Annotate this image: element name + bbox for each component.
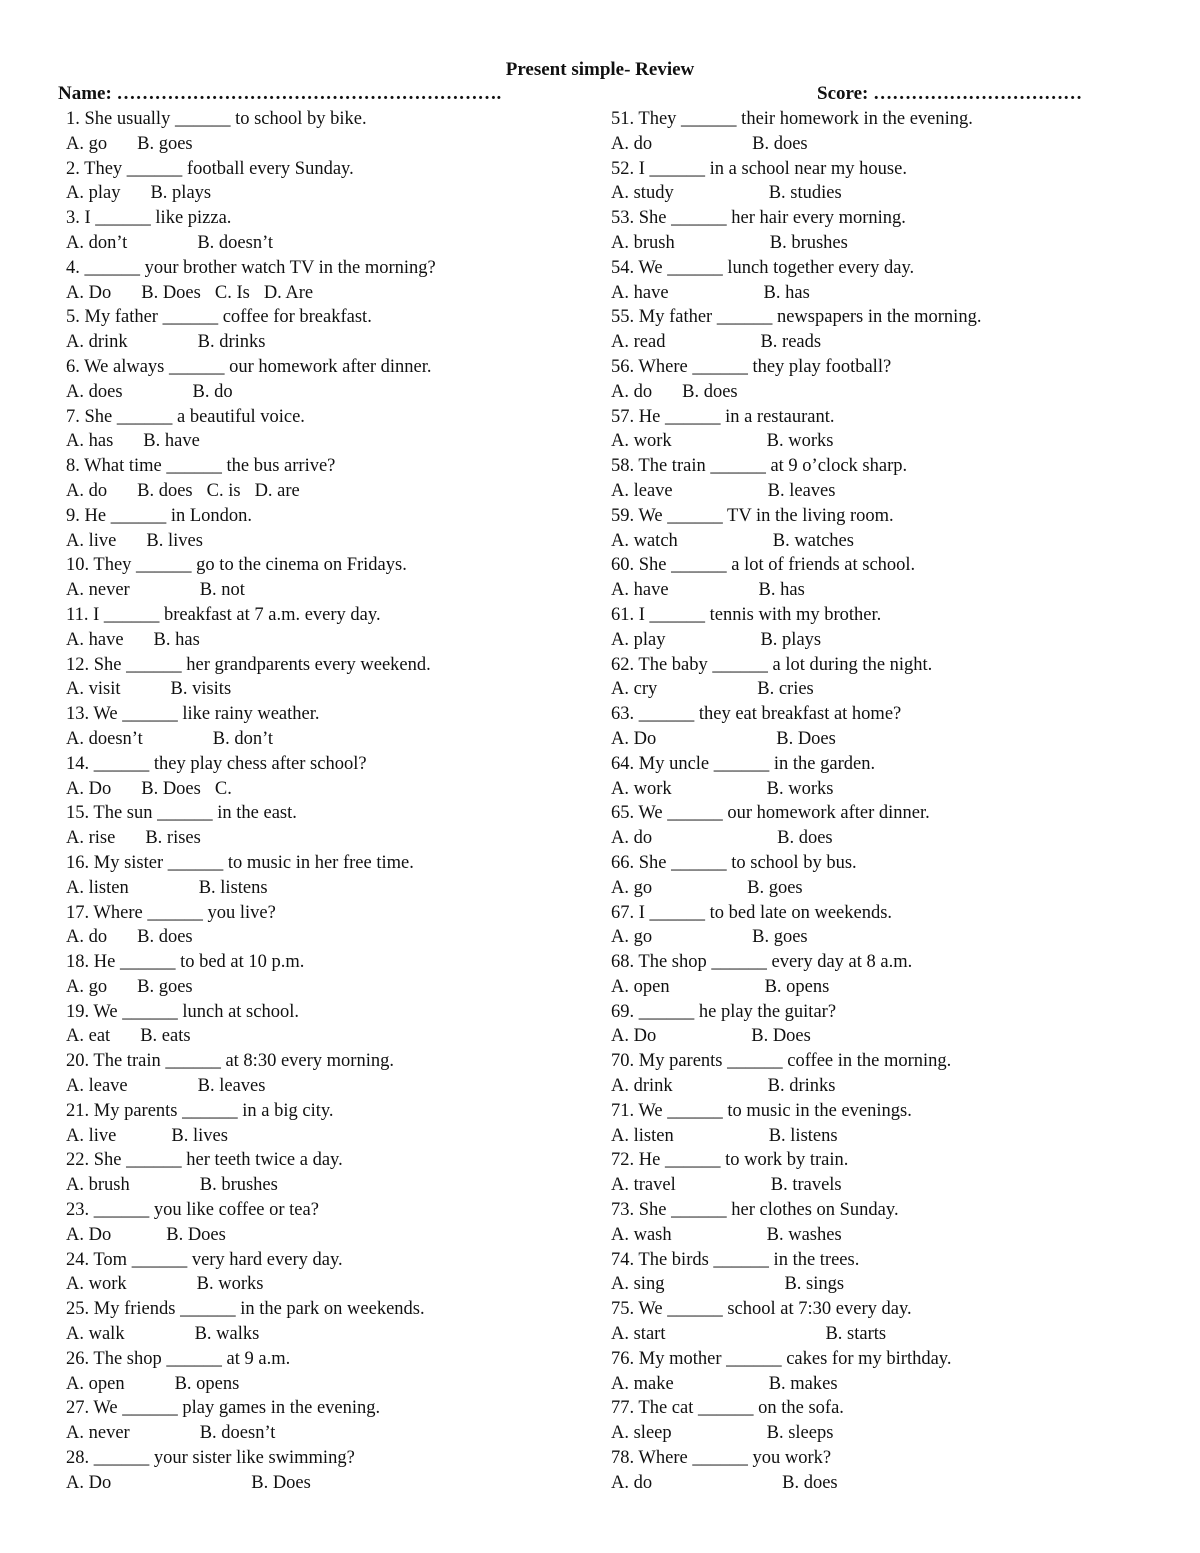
question-text: 25. My friends ______ in the park on weekends.: [66, 1299, 425, 1320]
answer-option: A. Do: [611, 1026, 657, 1047]
answer-option: B. watches: [772, 530, 854, 551]
answer-options: [611, 1024, 1171, 1049]
question-text: 71. We ______ to music in the evenings.: [611, 1100, 912, 1121]
answer-option: A. do: [611, 133, 653, 154]
answer-options: [66, 281, 586, 306]
answer-option: A. have: [611, 580, 669, 601]
question-text: 6. We always ______ our homework after dinner.: [66, 356, 432, 377]
answer-option: A. do: [611, 1472, 653, 1493]
answer-option: A. sing: [611, 1274, 665, 1295]
question-item: [66, 1297, 586, 1347]
question-item: [66, 653, 586, 703]
question-item: [611, 107, 1171, 157]
answer-option: A. do: [611, 828, 653, 849]
answer-option: A. don’t: [66, 232, 128, 253]
answer-option: B. sleeps: [766, 1423, 834, 1444]
question-item: [611, 653, 1171, 703]
right-question-column: [611, 107, 1171, 1496]
answer-option: B. lives: [171, 1125, 228, 1146]
question-item: [66, 801, 586, 851]
answer-option: B. lives: [146, 530, 203, 551]
question-text: 17. Where ______ you live?: [66, 902, 276, 923]
question-item: [611, 1198, 1171, 1248]
answer-options: [66, 1223, 586, 1248]
answer-option: A. study: [611, 183, 674, 204]
question-item: [66, 702, 586, 752]
answer-option: A. open: [611, 976, 670, 997]
question-text: 14. ______ they play chess after school?: [66, 753, 367, 774]
answer-options: [611, 1322, 1171, 1347]
answer-option: B. rises: [145, 828, 201, 849]
question-text: 21. My parents ______ in a big city.: [66, 1100, 334, 1121]
answer-options: [611, 826, 1171, 851]
answer-option: B. works: [766, 778, 834, 799]
answer-option: B. Does: [141, 282, 201, 303]
question-item: [66, 1049, 586, 1099]
answer-options: [66, 1421, 586, 1446]
question-item: [611, 1446, 1171, 1496]
question-text: 11. I ______ breakfast at 7 a.m. every day.: [66, 604, 381, 625]
question-item: [66, 752, 586, 802]
answer-options: [611, 727, 1171, 752]
question-item: [611, 851, 1171, 901]
answer-option: B. has: [758, 580, 805, 601]
answer-option: B. listens: [768, 1125, 838, 1146]
answer-options: [66, 1272, 586, 1297]
answer-options: [66, 1124, 586, 1149]
answer-options: [611, 132, 1171, 157]
question-text: 20. The train ______ at 8:30 every morning.: [66, 1051, 394, 1072]
answer-option: B. does: [682, 381, 738, 402]
answer-option: B. starts: [825, 1324, 887, 1345]
question-item: [611, 603, 1171, 653]
answer-options: [66, 231, 586, 256]
answer-option: A. do: [66, 480, 108, 501]
answer-options: [66, 1173, 586, 1198]
answer-option: A. make: [611, 1373, 674, 1394]
answer-option: B. doesn’t: [197, 232, 274, 253]
question-item: [66, 355, 586, 405]
question-text: 61. I ______ tennis with my brother.: [611, 604, 882, 625]
question-text: 2. They ______ football every Sunday.: [66, 158, 354, 179]
answer-option: B. cries: [757, 679, 814, 700]
answer-option: B. makes: [768, 1373, 838, 1394]
question-text: 56. Where ______ they play football?: [611, 356, 892, 377]
answer-option: A. wash: [611, 1224, 672, 1245]
answer-options: [611, 380, 1171, 405]
answer-option: A. walk: [66, 1324, 125, 1345]
question-item: [611, 901, 1171, 951]
answer-option: B. walks: [194, 1324, 260, 1345]
answer-options: [611, 1272, 1171, 1297]
answer-options: [66, 1471, 586, 1496]
question-text: 52. I ______ in a school near my house.: [611, 158, 907, 179]
answer-options: [611, 628, 1171, 653]
answer-options: [611, 677, 1171, 702]
left-question-column: [66, 107, 586, 1496]
answer-options: [611, 876, 1171, 901]
answer-option: B. eats: [140, 1026, 191, 1047]
question-item: [66, 1000, 586, 1050]
question-item: [611, 504, 1171, 554]
question-text: 51. They ______ their homework in the evening.: [611, 109, 973, 129]
question-text: 28. ______ your sister like swimming?: [66, 1448, 355, 1469]
answer-option: B. brushes: [199, 1175, 278, 1196]
question-text: 74. The birds ______ in the trees.: [611, 1249, 860, 1270]
question-text: 27. We ______ play games in the evening.: [66, 1398, 381, 1419]
answer-option: B. does: [777, 828, 833, 849]
answer-options: [611, 181, 1171, 206]
answer-option: A. leave: [66, 1076, 128, 1097]
question-text: 55. My father ______ newspapers in the morning.: [611, 307, 982, 328]
question-text: 22. She ______ her teeth twice a day.: [66, 1150, 343, 1171]
question-text: 65. We ______ our homework after dinner.: [611, 803, 930, 824]
answer-options: [611, 1223, 1171, 1248]
question-text: 26. The shop ______ at 9 a.m.: [66, 1348, 291, 1369]
answer-option: D. Are: [263, 282, 314, 303]
answer-options: [66, 1322, 586, 1347]
question-text: 62. The baby ______ a lot during the night.: [611, 654, 933, 675]
answer-options: [66, 925, 586, 950]
answer-option: B. drinks: [767, 1076, 836, 1097]
answer-option: B. not: [199, 580, 245, 601]
question-text: 67. I ______ to bed late on weekends.: [611, 902, 893, 923]
question-text: 66. She ______ to school by bus.: [611, 852, 857, 873]
answer-option: A. play: [611, 629, 666, 650]
answer-options: [66, 876, 586, 901]
answer-option: B. Does: [251, 1472, 311, 1493]
answer-options: [66, 826, 586, 851]
answer-option: B. goes: [137, 976, 193, 997]
answer-options: [611, 925, 1171, 950]
question-item: [66, 157, 586, 207]
question-item: [66, 851, 586, 901]
answer-option: B. washes: [766, 1224, 842, 1245]
answer-option: A. open: [66, 1373, 125, 1394]
question-text: 76. My mother ______ cakes for my birthday.: [611, 1348, 952, 1369]
question-text: 24. Tom ______ very hard every day.: [66, 1249, 343, 1270]
answer-option: A. do: [611, 381, 653, 402]
answer-option: B. leaves: [197, 1076, 266, 1097]
question-text: 9. He ______ in London.: [66, 505, 253, 526]
question-text: 10. They ______ go to the cinema on Fridays.: [66, 555, 407, 576]
answer-option: A. cry: [611, 679, 658, 700]
answer-option: D. are: [254, 480, 300, 501]
question-item: [611, 256, 1171, 306]
answer-options: [611, 975, 1171, 1000]
question-item: [611, 950, 1171, 1000]
answer-option: B. have: [143, 431, 200, 452]
answer-option: A. do: [66, 927, 108, 948]
answer-option: A. never: [66, 1423, 130, 1444]
score-field-label: Score: ……………………………: [817, 83, 1083, 104]
question-text: 5. My father ______ coffee for breakfast.: [66, 307, 372, 328]
answer-option: A. go: [66, 133, 108, 154]
answer-option: B. drinks: [197, 332, 266, 353]
question-item: [611, 1396, 1171, 1446]
answer-option: A. go: [611, 927, 653, 948]
answer-options: [66, 975, 586, 1000]
answer-option: B. plays: [760, 629, 822, 650]
question-item: [611, 1099, 1171, 1149]
answer-options: [66, 181, 586, 206]
question-item: [611, 1347, 1171, 1397]
question-item: [66, 950, 586, 1000]
answer-option: A. brush: [611, 232, 675, 253]
question-item: [66, 1099, 586, 1149]
answer-option: A. leave: [611, 480, 673, 501]
answer-options: [66, 777, 586, 802]
question-text: 16. My sister ______ to music in her free time.: [66, 852, 414, 873]
answer-option: A. play: [66, 183, 121, 204]
answer-option: B. works: [766, 431, 834, 452]
question-text: 59. We ______ TV in the living room.: [611, 505, 894, 526]
answer-option: B. does: [137, 480, 193, 501]
answer-option: C. is: [206, 480, 241, 501]
answer-options: [611, 1074, 1171, 1099]
answer-option: B. studies: [768, 183, 842, 204]
answer-option: A. has: [66, 431, 114, 452]
answer-options: [66, 529, 586, 554]
question-text: 72. He ______ to work by train.: [611, 1150, 849, 1171]
answer-option: C. Is: [214, 282, 250, 303]
answer-option: B. Does: [776, 728, 836, 749]
answer-options: [611, 1124, 1171, 1149]
question-text: 12. She ______ her grandparents every weekend.: [66, 654, 431, 675]
answer-option: A. listen: [66, 877, 129, 898]
answer-options: [66, 429, 586, 454]
question-text: 73. She ______ her clothes on Sunday.: [611, 1200, 899, 1221]
answer-option: B. Does: [166, 1224, 226, 1245]
question-item: [66, 1446, 586, 1496]
answer-option: B. goes: [752, 927, 808, 948]
question-item: [611, 1000, 1171, 1050]
answer-option: B. sings: [784, 1274, 845, 1295]
answer-options: [66, 677, 586, 702]
answer-option: B. does: [782, 1472, 838, 1493]
question-item: [66, 405, 586, 455]
answer-option: B. Does: [141, 778, 201, 799]
answer-option: A. visit: [66, 679, 121, 700]
question-text: 78. Where ______ you work?: [611, 1448, 832, 1469]
question-item: [66, 504, 586, 554]
question-text: 13. We ______ like rainy weather.: [66, 704, 320, 725]
question-text: 69. ______ he play the guitar?: [611, 1001, 837, 1022]
question-item: [66, 1396, 586, 1446]
answer-option: A. drink: [66, 332, 128, 353]
answer-option: A. sleep: [611, 1423, 672, 1444]
question-text: 19. We ______ lunch at school.: [66, 1001, 299, 1022]
question-item: [66, 1198, 586, 1248]
answer-options: [611, 1173, 1171, 1198]
answer-option: B. do: [192, 381, 233, 402]
answer-options: [611, 1372, 1171, 1397]
answer-option: A. have: [66, 629, 124, 650]
question-item: [611, 157, 1171, 207]
answer-option: C.: [214, 778, 232, 799]
question-text: 15. The sun ______ in the east.: [66, 803, 297, 824]
question-item: [66, 107, 586, 157]
answer-option: B. leaves: [767, 480, 836, 501]
question-item: [611, 801, 1171, 851]
question-text: 57. He ______ in a restaurant.: [611, 406, 835, 427]
answer-options: [611, 281, 1171, 306]
answer-option: A. have: [611, 282, 669, 303]
question-text: 70. My parents ______ coffee in the morning.: [611, 1051, 952, 1072]
answer-option: A. live: [66, 530, 117, 551]
answer-option: A. never: [66, 580, 130, 601]
question-text: 54. We ______ lunch together every day.: [611, 257, 915, 278]
question-item: [611, 206, 1171, 256]
answer-option: A. Do: [611, 728, 657, 749]
question-item: [611, 405, 1171, 455]
answer-option: B. goes: [747, 877, 803, 898]
answer-option: B. does: [752, 133, 808, 154]
answer-options: [611, 1421, 1171, 1446]
answer-option: A. go: [611, 877, 653, 898]
question-item: [66, 305, 586, 355]
answer-options: [66, 380, 586, 405]
question-text: 8. What time ______ the bus arrive?: [66, 456, 336, 477]
answer-option: A. Do: [66, 1224, 112, 1245]
question-text: 63. ______ they eat breakfast at home?: [611, 704, 902, 725]
question-item: [611, 355, 1171, 405]
answer-option: B. does: [137, 927, 193, 948]
answer-options: [611, 1471, 1171, 1496]
question-text: 77. The cat ______ on the sofa.: [611, 1398, 844, 1419]
question-text: 4. ______ your brother watch TV in the morning?: [66, 257, 436, 278]
answer-option: A. drink: [611, 1076, 673, 1097]
question-item: [611, 1148, 1171, 1198]
answer-option: B. opens: [174, 1373, 240, 1394]
question-text: 7. She ______ a beautiful voice.: [66, 406, 305, 427]
answer-option: B. listens: [198, 877, 268, 898]
answer-options: [66, 132, 586, 157]
page-title: Present simple- Review: [505, 59, 695, 80]
answer-option: A. travel: [611, 1175, 676, 1196]
question-text: 64. My uncle ______ in the garden.: [611, 753, 876, 774]
question-text: 75. We ______ school at 7:30 every day.: [611, 1299, 912, 1320]
answer-options: [611, 429, 1171, 454]
question-text: 60. She ______ a lot of friends at school.: [611, 555, 916, 576]
question-item: [66, 1148, 586, 1198]
question-item: [66, 603, 586, 653]
question-text: 53. She ______ her hair every morning.: [611, 208, 906, 229]
question-item: [611, 1248, 1171, 1298]
answer-option: A. Do: [66, 1472, 112, 1493]
answer-options: [611, 231, 1171, 256]
answer-option: B. don’t: [212, 728, 274, 749]
answer-options: [66, 1024, 586, 1049]
answer-options: [66, 1372, 586, 1397]
answer-option: A. eat: [66, 1026, 111, 1047]
answer-option: A. live: [66, 1125, 117, 1146]
answer-options: [611, 529, 1171, 554]
question-item: [611, 553, 1171, 603]
answer-option: B. plays: [150, 183, 212, 204]
question-item: [611, 752, 1171, 802]
question-item: [611, 454, 1171, 504]
answer-options: [66, 727, 586, 752]
answer-options: [66, 628, 586, 653]
question-text: 68. The shop ______ every day at 8 a.m.: [611, 952, 913, 973]
answer-options: [611, 578, 1171, 603]
answer-option: A. brush: [66, 1175, 130, 1196]
question-item: [611, 305, 1171, 355]
answer-option: B. travels: [770, 1175, 842, 1196]
answer-option: B. has: [153, 629, 200, 650]
question-item: [66, 553, 586, 603]
question-item: [611, 1049, 1171, 1099]
answer-option: B. opens: [764, 976, 830, 997]
answer-option: A. work: [611, 778, 672, 799]
answer-option: A. rise: [66, 828, 116, 849]
answer-option: A. start: [611, 1324, 666, 1345]
question-text: 18. He ______ to bed at 10 p.m.: [66, 952, 305, 973]
answer-option: B. visits: [170, 679, 232, 700]
answer-option: B. brushes: [769, 232, 848, 253]
question-item: [611, 702, 1171, 752]
answer-option: A. watch: [611, 530, 678, 551]
question-item: [66, 1248, 586, 1298]
answer-option: B. reads: [760, 332, 822, 353]
answer-options: [66, 1074, 586, 1099]
question-item: [66, 206, 586, 256]
question-item: [66, 1347, 586, 1397]
question-text: 1. She usually ______ to school by bike.: [66, 109, 367, 129]
answer-option: A. does: [66, 381, 123, 402]
answer-option: B. goes: [137, 133, 193, 154]
answer-option: A. Do: [66, 282, 112, 303]
answer-options: [66, 330, 586, 355]
answer-option: A. doesn’t: [66, 728, 143, 749]
answer-option: B. has: [763, 282, 810, 303]
answer-options: [611, 330, 1171, 355]
answer-option: A. go: [66, 976, 108, 997]
answer-option: A. work: [66, 1274, 127, 1295]
answer-options: [611, 479, 1171, 504]
question-text: 23. ______ you like coffee or tea?: [66, 1200, 319, 1221]
name-field-label: Name: …………………………………………………….: [58, 83, 502, 104]
question-item: [611, 1297, 1171, 1347]
answer-option: A. read: [611, 332, 666, 353]
answer-option: B. doesn’t: [199, 1423, 276, 1444]
question-item: [66, 454, 586, 504]
question-text: 58. The train ______ at 9 o’clock sharp.: [611, 456, 908, 477]
answer-option: A. listen: [611, 1125, 674, 1146]
answer-option: B. Does: [751, 1026, 811, 1047]
answer-option: A. Do: [66, 778, 112, 799]
question-item: [66, 901, 586, 951]
question-item: [66, 256, 586, 306]
answer-option: A. work: [611, 431, 672, 452]
question-text: 3. I ______ like pizza.: [66, 208, 232, 229]
answer-options: [66, 578, 586, 603]
answer-options: [66, 479, 586, 504]
answer-options: [611, 777, 1171, 802]
answer-option: B. works: [196, 1274, 264, 1295]
